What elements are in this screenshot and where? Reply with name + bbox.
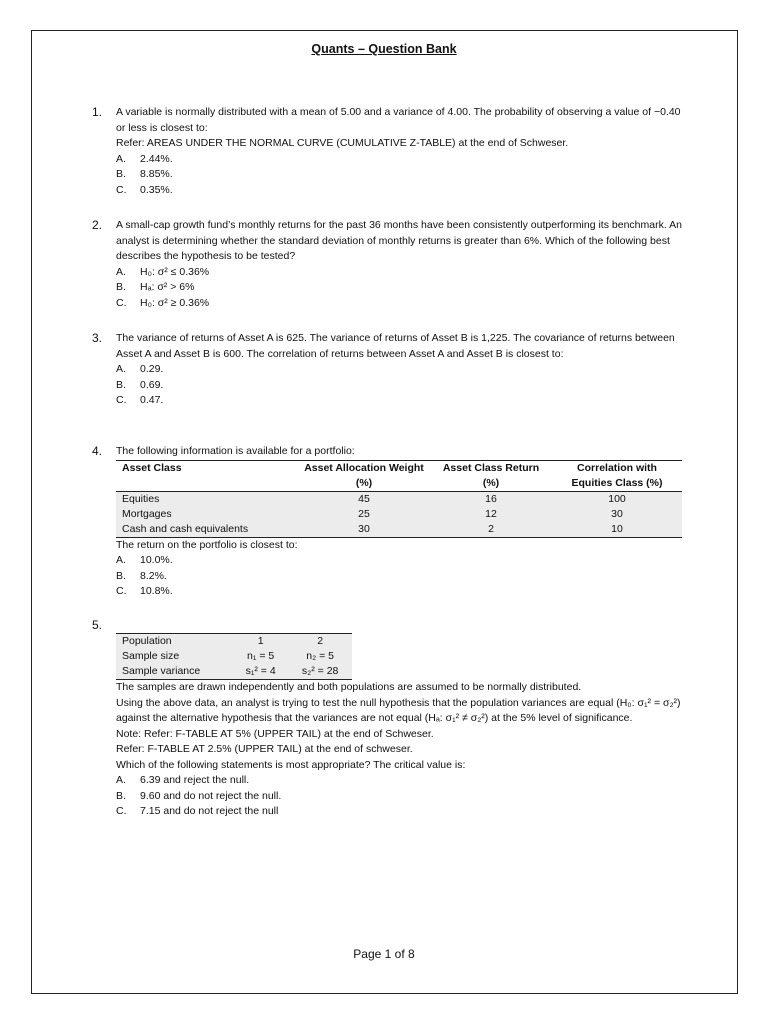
table-cell: 30 [552,507,682,522]
question-text: The variance of returns of Asset A is 625. The variance of returns of Asset B is 1,225. The covariance of returns between Asset A and Asset B is 600. The correlation of returns between Asset A and Asset B is closest to: [116,332,675,360]
document-title: Quants – Question Bank [311,42,457,56]
sample-table [116,633,352,680]
option-b: B. Hₐ: σ² > 6% [116,281,195,293]
option-a: A. 0.29. [116,363,164,375]
table-header: Asset Allocation Weight (%) [298,460,430,491]
table-cell: 30 [298,522,430,538]
option-c: C. 7.15 and do not reject the null [116,805,279,817]
question-1 [92,105,692,198]
page-number: Page 1 of 8 [353,947,415,961]
table-cell: 1 [233,634,288,650]
question-intro: The following information is available for a portfolio: [116,445,355,457]
question-4 [92,444,692,600]
table-row [116,634,352,650]
question-reference: Refer: AREAS UNDER THE NORMAL CURVE (CUMULATIVE Z-TABLE) at the end of Schweser. [116,137,569,149]
table-cell: 100 [552,491,682,507]
question-text: The return on the portfolio is closest to: [116,538,298,551]
question-number: 5. [92,618,103,632]
question-text: A variable is normally distributed with a mean of 5.00 and a variance of 4.00. The probability of observing a value of −0.40 or less is closest to: [116,106,681,134]
question-text: A small-cap growth fund’s monthly returns for the past 36 months have been consistently outperforming its benchmark. An analyst is determining whether the standard deviation of monthly returns is greater than 6%. Which of the following best describes the hypothesis to be tested? [116,219,682,262]
question-number: 2. [92,218,103,232]
option-a: A. 2.44%. [116,152,173,165]
question-2 [92,218,692,311]
table-header: Correlation with Equities Class (%) [552,460,682,491]
option-c: C. 10.8%. [116,585,173,597]
question-number: 4. [92,444,103,458]
question-number: 1. [92,105,103,119]
option-b: B. 0.69. [116,378,164,391]
question-5 [92,618,692,820]
table-row [116,649,352,664]
question-text: The samples are drawn independently and both populations are assumed to be normally distributed. [116,681,582,693]
option-a: A. 10.0%. [116,554,173,566]
table-row [116,664,352,680]
table-cell: Mortgages [116,507,298,522]
question-text: Which of the following statements is most appropriate? The critical value is: [116,758,466,771]
option-c: C. 0.47. [116,394,164,406]
table-cell: 12 [430,507,552,522]
table-row [116,491,682,507]
option-c: C. H₀: σ² ≥ 0.36% [116,296,210,309]
question-note: Note: Refer: F-TABLE AT 5% (UPPER TAIL) at the end of Schweser. [116,727,434,740]
table-row [116,522,682,538]
table-cell: 16 [430,491,552,507]
table-cell: Cash and cash equivalents [116,522,298,538]
question-number: 3. [92,331,103,345]
portfolio-table [116,460,682,538]
question-text: Using the above data, an analyst is trying to test the null hypothesis that the population variances are equal (H₀: σ₁² = σ₂²) against the alternative hypothesis that the variances are not equal (Hₐ: σ₁² ≠ σ₂²) at the 5% level of significance. [116,696,681,724]
table-cell: 25 [298,507,430,522]
table-cell: 45 [298,491,430,507]
table-cell: s₂² = 28 [288,664,352,680]
table-header-row [116,460,682,491]
option-b: B. 8.85%. [116,168,173,180]
table-cell: n₂ = 5 [288,649,352,664]
table-cell: 2 [430,522,552,538]
table-cell: 2 [288,634,352,650]
table-header: Asset Class Return (%) [430,460,552,491]
option-a: A. H₀: σ² ≤ 0.36% [116,265,210,278]
table-cell: 10 [552,522,682,538]
table-cell: Sample variance [116,664,233,680]
table-cell: Equities [116,491,298,507]
option-a: A. 6.39 and reject the null. [116,774,250,786]
table-cell: n₁ = 5 [233,649,288,664]
question-3 [92,331,692,409]
option-c: C. 0.35%. [116,183,173,196]
table-cell: Sample size [116,649,233,664]
table-row [116,507,682,522]
table-cell: Population [116,634,233,650]
option-b: B. 9.60 and do not reject the null. [116,789,282,802]
option-b: B. 8.2%. [116,569,167,582]
table-header: Asset Class [116,460,298,491]
table-cell: s₁² = 4 [233,664,288,680]
question-reference: Refer: F-TABLE AT 2.5% (UPPER TAIL) at the end of schweser. [116,743,413,755]
